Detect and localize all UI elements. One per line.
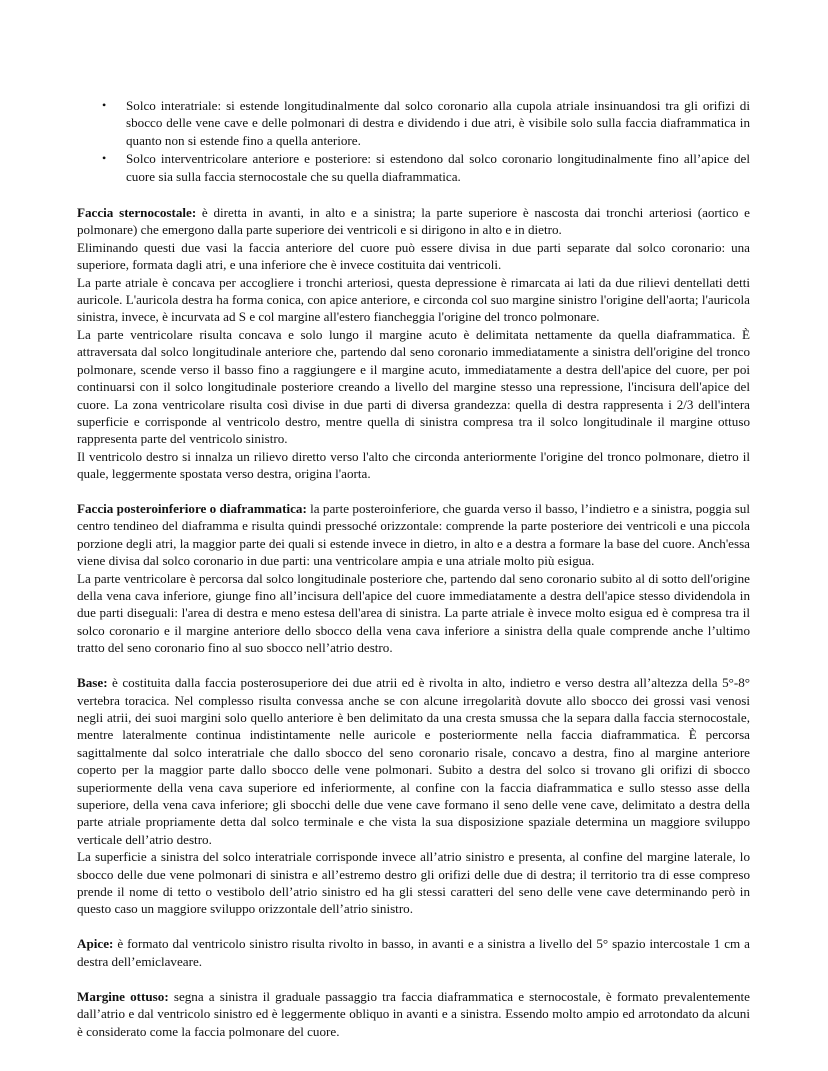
section-faccia-sternocostale bbox=[77, 204, 750, 483]
paragraph-text: segna a sinistra il graduale passaggio tra faccia diaframmatica e sternocostale, è formato prevalentemente dall’atrio e dal ventricolo sinistro ed è leggermente obliquo in avanti e a sinistra. Essendo molto ampio ed arrotondato da alcuni è considerato come la faccia polmonare del cuore. bbox=[77, 988, 750, 1039]
section-title: Apice: bbox=[77, 936, 114, 952]
bullet-item-solco-interatriale bbox=[77, 97, 750, 149]
section-title: Faccia posteroinferiore o diaframmatica: bbox=[77, 501, 307, 517]
section-faccia-diaframmatica bbox=[77, 500, 750, 657]
section-margine-ottuso bbox=[77, 988, 750, 1040]
paragraph: La parte ventricolare è percorsa dal solco longitudinale posteriore che, partendo dal seno coronario subito al di sotto dell'origine della vena cava inferiore, giunge fino all’incisura dell'apice del cuore immediatamente a destra dell'apice stesso dividendola in due parti diseguali: l'area di destra e meno estesa dell'area di sinistra. La parte atriale è invece molto esigua ed è compresa tra il solco coronario e il margine anteriore dello sbocco della vena cava inferiore a sinistra della quale comprende anche l’ultimo tratto del seno coronario fino al suo sbocco nell’atrio destro. bbox=[77, 570, 750, 656]
paragraph: La superficie a sinistra del solco interatriale corrisponde invece all’atrio sinistro e presenta, al confine del margine laterale, lo sbocco delle due vene polmonari di sinistra e all’estremo destro gli orifizi delle due di destra; il territorio tra di esse compreso prende il nome di tetto o vestibolo dell’atrio sinistro ed ha gli stessi caratteri del seno delle vene cave determinando però in questo caso un maggiore sviluppo orizzontale dell’atrio sinistro. bbox=[77, 849, 750, 917]
bullet-text: Solco interventricolare anteriore e posteriore: si estendono dal solco coronario longitudinalmente fino all’apice del cuore sia sulla faccia sternocostale che su quella diaframmatica. bbox=[126, 151, 750, 184]
paragraph: La parte ventricolare risulta concava e solo lungo il margine acuto è delimitata nettamente da quella diaframmatica. È attraversata dal solco longitudinale anteriore che, partendo dal seno coronario immediatamente a sinistra dell'origine del tronco polmonare, scende verso il basso fino a raggiungere e il margine acuto, immediatamente a destra dell'apice del cuore, per poi continuarsi con il solco longitudinale posteriore creando a livello del margine stesso una repressione, l'incisura dell'apice del cuore. La zona ventricolare risulta così divise in due parti di diversa grandezza: quella di destra rappresenta i 2/3 dell'intera superficie e corrisponde al ventricolo destro, mentre quella di sinistra compresa tra il solco longitudinale il margine ottuso rappresenta parte del ventricolo sinistro. bbox=[77, 326, 750, 447]
paragraph bbox=[77, 204, 750, 239]
sulci-bullet-list bbox=[77, 97, 750, 185]
bullet-item-solco-interventricolare bbox=[77, 150, 750, 185]
paragraph bbox=[77, 674, 750, 848]
paragraph: La parte atriale è concava per accogliere i tronchi arteriosi, questa depressione è rimarcata ai lati da due rilievi dentellati detti auricole. L'auricola destra ha forma conica, con apice anteriore, e circonda col suo margine sinistro l'origine dell'aorta; l'auricola sinistra, invece, è incurvata ad S e col margine all'estero fiancheggia l'origine del tronco polmonare. bbox=[77, 274, 750, 325]
document-page bbox=[77, 97, 750, 1057]
paragraph: Eliminando questi due vasi la faccia anteriore del cuore può essere divisa in due parti separate dal solco coronario: una superiore, formata dagli atri, e una inferiore che è invece costituita dai ventricoli. bbox=[77, 239, 750, 273]
bullet-icon: • bbox=[102, 151, 107, 166]
paragraph bbox=[77, 935, 750, 970]
paragraph bbox=[77, 500, 750, 570]
section-title: Faccia sternocostale: bbox=[77, 205, 197, 221]
section-title: Margine ottuso: bbox=[77, 988, 169, 1004]
paragraph-text: è costituita dalla faccia posterosuperiore dei due atrii ed è rivolta in alto, indietro e verso destra all’altezza della 5°-8° vertebra toracica. Nel complesso risulta convessa anche se con alcune irregolarità dovute allo sbocco dei grossi vasi venosi negli atrii, dei suoi margini solo quello anteriore è ben delimitato da una cresta smussa che la separa dalla faccia sternocostale, mentre lateralmente continua indistintamente nelle auricole e posteriormente nella faccia diaframmatica. È percorsa sagittalmente dal solco interatriale che dallo sbocco del seno coronario risale, concavo a destra, fino al margine anteriore coperto per la maggior parte dallo sbocco delle vene polmonari. Subito a destra del solco si trovano gli orifizi di sbocco superiormente della vena cava superiore ed inferiormente, al confine con la faccia diaframmatica e sullo stesso asse della superiore, della vena cava inferiore; gli sbocchi delle due vene cave formano il seno delle vene cave, delimitato a destra della parte atriale propriamente detta dal solco terminale e che vista la sua disposizione spaziale determina un maggiore sviluppo verticale dell’atrio destro. bbox=[77, 675, 750, 847]
paragraph: Il ventricolo destro si innalza un rilievo diretto verso l'alto che circonda anteriormente l'origine del tronco polmonare, dietro il quale, leggermente spostata verso destra, origina l'aorta. bbox=[77, 448, 750, 482]
bullet-icon: • bbox=[102, 98, 107, 112]
paragraph bbox=[77, 988, 750, 1040]
paragraph-text: è diretta in avanti, in alto e a sinistra; la parte superiore è nascosta dai tronchi arteriosi (aortico e polmonare) che emergono dalla parte superiore dei ventricoli e si dirigono in alto e in dietro. bbox=[77, 205, 750, 238]
section-base bbox=[77, 674, 750, 918]
paragraph-text: è formato dal ventricolo sinistro risulta rivolto in basso, in avanti e a sinistra a livello del 5° spazio intercostale 1 cm a destra dell’emiclaveare. bbox=[77, 936, 750, 969]
paragraph-text: la parte posteroinferiore, che guarda verso il basso, l’indietro e a sinistra, poggia sul centro tendineo del diaframma e risulta quindi pressoché orizzontale: comprende la parte posteriore dei ventricoli e una piccola porzione degli atri, la maggior parte dei quali si estende invece in dietro, in alto e a destra a formare la base del cuore. Anch'essa viene divisa dal solco coronario in due parti: una ventricolare ampia e una atriale molto più esigua. bbox=[77, 501, 750, 569]
bullet-text: Solco interatriale: si estende longitudinalmente dal solco coronario alla cupola atriale insinuandosi tra gli orifizi di sbocco delle vene cave e delle polmonari di destra e dividendo i due atri, è visibile solo sulla faccia diaframmatica in quanto non si estende fino a quella anteriore. bbox=[126, 98, 750, 148]
section-apice bbox=[77, 935, 750, 970]
section-title: Base: bbox=[77, 675, 108, 691]
